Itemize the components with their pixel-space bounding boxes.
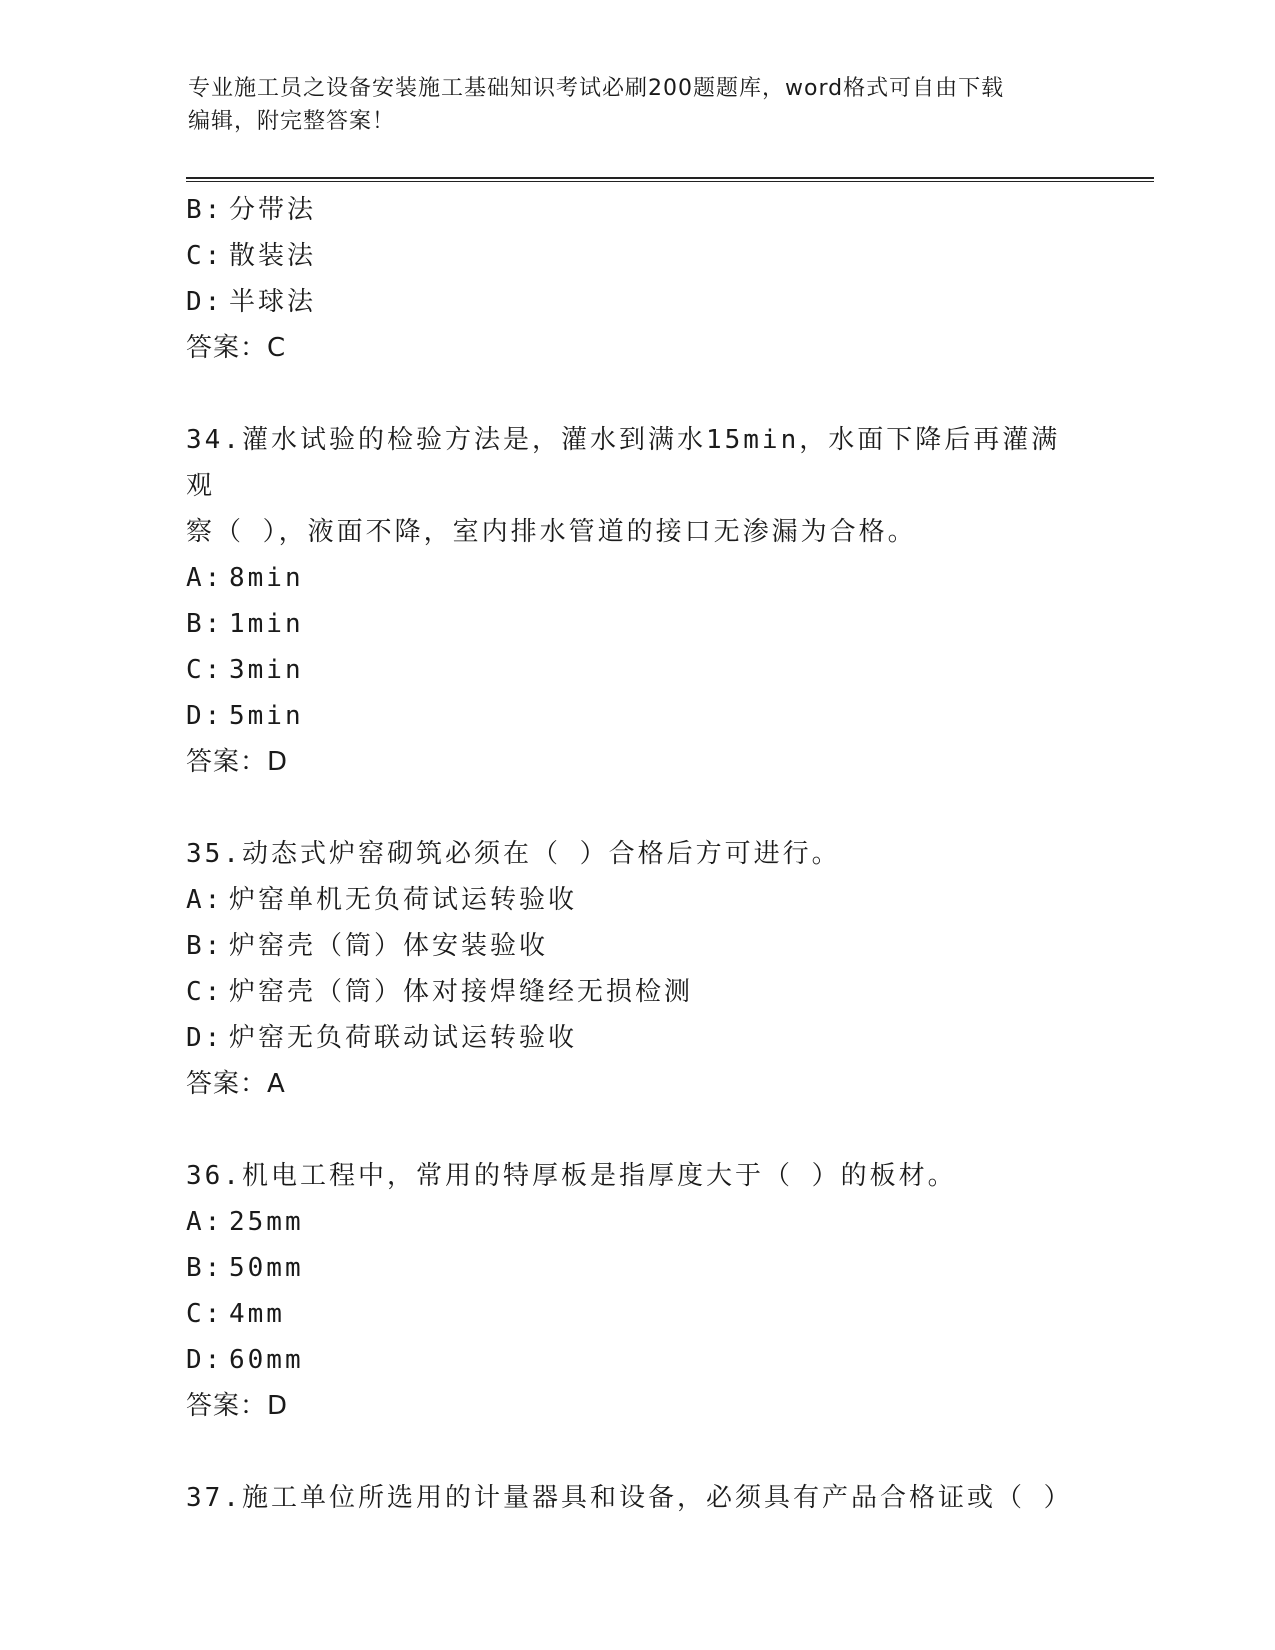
option-letter: B: bbox=[186, 931, 224, 961]
option-letter: D: bbox=[186, 287, 224, 317]
question-35 bbox=[186, 831, 1086, 1107]
option-d bbox=[186, 279, 1086, 325]
option-c bbox=[186, 647, 1086, 693]
option-b bbox=[186, 187, 1086, 233]
option-text: 炉窑无负荷联动试运转验收 bbox=[229, 1023, 578, 1053]
option-letter: A: bbox=[186, 1207, 224, 1237]
option-c bbox=[186, 969, 1086, 1015]
question-text: 34.灌水试验的检验方法是，灌水到满水15min，水面下降后再灌满观 bbox=[186, 425, 1061, 501]
option-text: 60mm bbox=[229, 1345, 304, 1375]
question-text: 37.施工单位所选用的计量器具和设备，必须具有产品合格证或（ ） bbox=[186, 1483, 1073, 1513]
option-b bbox=[186, 601, 1086, 647]
question-33-tail bbox=[186, 187, 1086, 371]
question-36 bbox=[186, 1153, 1086, 1429]
spacer bbox=[186, 1107, 1086, 1153]
option-text: 分带法 bbox=[229, 195, 317, 225]
option-c bbox=[186, 1291, 1086, 1337]
option-a bbox=[186, 555, 1086, 601]
option-c bbox=[186, 233, 1086, 279]
option-text: 炉窑壳（筒）体对接焊缝经无损检测 bbox=[229, 977, 694, 1007]
option-text: 3min bbox=[229, 655, 304, 685]
option-text: 炉窑单机无负荷试运转验收 bbox=[229, 885, 578, 915]
option-a bbox=[186, 1199, 1086, 1245]
option-letter: D: bbox=[186, 1345, 224, 1375]
option-text: 4mm bbox=[229, 1299, 285, 1329]
option-text: 散装法 bbox=[229, 241, 317, 271]
header-divider bbox=[186, 177, 1154, 182]
option-letter: D: bbox=[186, 1023, 224, 1053]
header-line-2: 编辑，附完整答案！ bbox=[188, 109, 396, 134]
option-letter: A: bbox=[186, 563, 224, 593]
option-text: 50mm bbox=[229, 1253, 304, 1283]
question-text-continued: 察（ ），液面不降，室内排水管道的接口无渗漏为合格。 bbox=[186, 517, 917, 547]
option-d bbox=[186, 1015, 1086, 1061]
header-line-1: 专业施工员之设备安装施工基础知识考试必刷200题题库，word格式可自由下载 bbox=[188, 76, 1005, 101]
question-text: 35.动态式炉窑砌筑必须在（ ）合格后方可进行。 bbox=[186, 839, 841, 869]
question-37 bbox=[186, 1475, 1086, 1521]
spacer bbox=[186, 1429, 1086, 1475]
option-d bbox=[186, 1337, 1086, 1383]
question-text: 36.机电工程中，常用的特厚板是指厚度大于（ ）的板材。 bbox=[186, 1161, 957, 1191]
option-text: 25mm bbox=[229, 1207, 304, 1237]
spacer bbox=[186, 785, 1086, 831]
option-letter: A: bbox=[186, 885, 224, 915]
option-letter: B: bbox=[186, 609, 224, 639]
option-a bbox=[186, 877, 1086, 923]
option-text: 1min bbox=[229, 609, 304, 639]
option-letter: C: bbox=[186, 241, 224, 271]
question-34 bbox=[186, 417, 1086, 785]
option-text: 炉窑壳（筒）体安装验收 bbox=[229, 931, 549, 961]
option-letter: B: bbox=[186, 195, 224, 225]
answer-line: 答案：C bbox=[186, 333, 287, 363]
option-b bbox=[186, 923, 1086, 969]
option-text: 5min bbox=[229, 701, 304, 731]
option-letter: C: bbox=[186, 655, 224, 685]
option-letter: D: bbox=[186, 701, 224, 731]
option-text: 8min bbox=[229, 563, 304, 593]
answer-line: 答案：D bbox=[186, 747, 289, 777]
option-letter: B: bbox=[186, 1253, 224, 1283]
spacer bbox=[186, 371, 1086, 417]
answer-line: 答案：A bbox=[186, 1069, 286, 1099]
document-header bbox=[188, 72, 1088, 138]
option-text: 半球法 bbox=[229, 287, 317, 317]
answer-line: 答案：D bbox=[186, 1391, 289, 1421]
option-letter: C: bbox=[186, 977, 224, 1007]
option-d bbox=[186, 693, 1086, 739]
option-b bbox=[186, 1245, 1086, 1291]
option-letter: C: bbox=[186, 1299, 224, 1329]
document-body bbox=[186, 187, 1086, 1521]
